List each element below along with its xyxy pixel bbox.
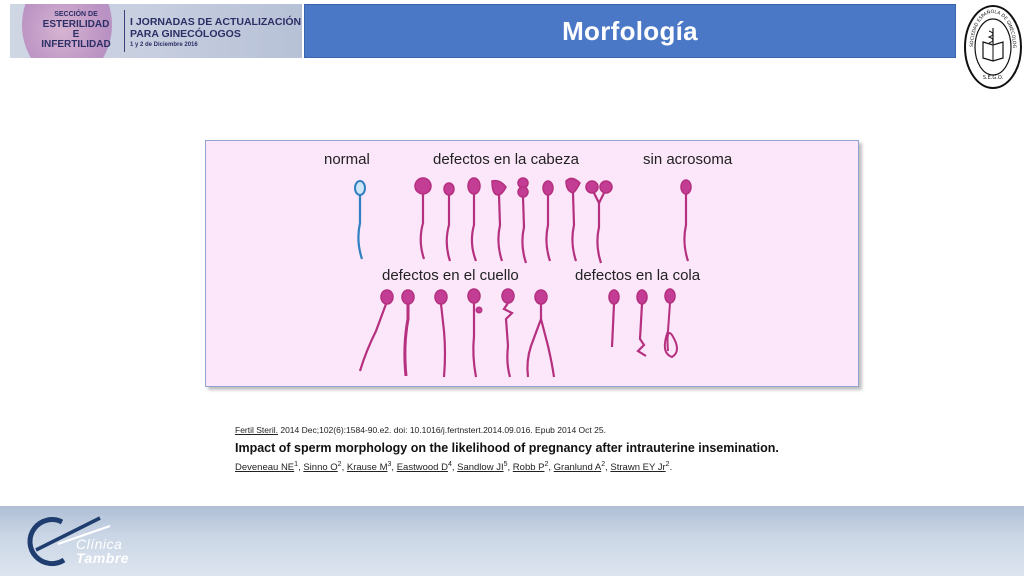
citation-source: [235, 424, 855, 436]
sego-seal-logo: [963, 4, 1023, 90]
author-affiliation: 1: [294, 461, 299, 468]
slide-title-bar: [304, 4, 956, 58]
author-link[interactable]: Krause M: [346, 462, 388, 474]
author-affiliation: 5: [503, 461, 508, 468]
event-banner: [10, 4, 302, 58]
reference-citation: [235, 424, 855, 475]
sperm-morphology-figure: [205, 140, 859, 387]
author-affiliation: 4: [447, 461, 452, 468]
article-title: Impact of sperm morphology on the likelihood of pregnancy after intrauterine insemination.: [235, 441, 779, 455]
label-tail-defects: defectos en la cola: [575, 267, 701, 284]
neck-defect-sperm-group: [360, 289, 554, 377]
no-acrosome-sperm: [681, 180, 691, 261]
logo-line-1: Clínica: [76, 536, 123, 552]
author-link[interactable]: Sinno O: [303, 462, 338, 474]
normal-sperm: [355, 181, 365, 259]
event-name: I JORNADAS DE ACTUALIZACIÓN PARA GINECÓLOGOS 1 y 2 de Diciembre 2016: [130, 16, 302, 48]
svg-text:SOCIEDAD ESPAÑOLA DE GINECOLOG: SOCIEDAD ESPAÑOLA DE GINECOLOG: [969, 9, 1017, 49]
author-affiliation: 3: [387, 461, 392, 468]
author-link[interactable]: Deveneau NE: [235, 462, 295, 474]
author-affiliation: 2: [665, 461, 670, 468]
logo-line-2: Tambre: [76, 550, 130, 566]
author-link[interactable]: Strawn EY Jr: [610, 462, 666, 474]
author-affiliation: 2: [337, 461, 342, 468]
banner-divider: [124, 10, 125, 52]
seal-abbr: S.E.G.O.: [982, 75, 1004, 81]
author-link[interactable]: Robb P: [512, 462, 545, 474]
section-name: SECCIÓN DE ESTERILIDAD E INFERTILIDAD: [41, 11, 111, 50]
citation-details: 2014 Dec;102(6):1584-90.e2. doi: 10.1016/j.fertnstert.2014.09.016. Epub 2014 Oct 25.: [277, 425, 606, 435]
tail-defect-sperm-group: [609, 289, 677, 357]
label-head-defects: defectos en la cabeza: [433, 151, 579, 168]
label-neck-defects: defectos en el cuello: [382, 267, 519, 284]
author-link[interactable]: Granlund A: [553, 462, 602, 474]
journal-link[interactable]: Fertil Steril.: [235, 425, 278, 435]
label-no-acrosome: sin acrosoma: [643, 151, 733, 168]
author-link[interactable]: Sandlow JI: [457, 462, 504, 474]
author-list: Deveneau $NE^1$, Sinno $O^2$, Krause $M^3$, Eastwood $D^4$, Sandlow $JI^5$, Robb $P^2$, Granlund $A^2$, Strawn EY Jr$^2$.: [235, 461, 673, 474]
sperm-illustrations: [206, 141, 858, 386]
slide-title: Morfología: [562, 15, 698, 46]
author-affiliation: 2: [601, 461, 606, 468]
author-link[interactable]: Eastwood D: [396, 462, 448, 474]
head-defect-sperm-group: [415, 178, 612, 263]
author-affiliation: 2: [544, 461, 549, 468]
label-normal: normal: [324, 151, 370, 168]
